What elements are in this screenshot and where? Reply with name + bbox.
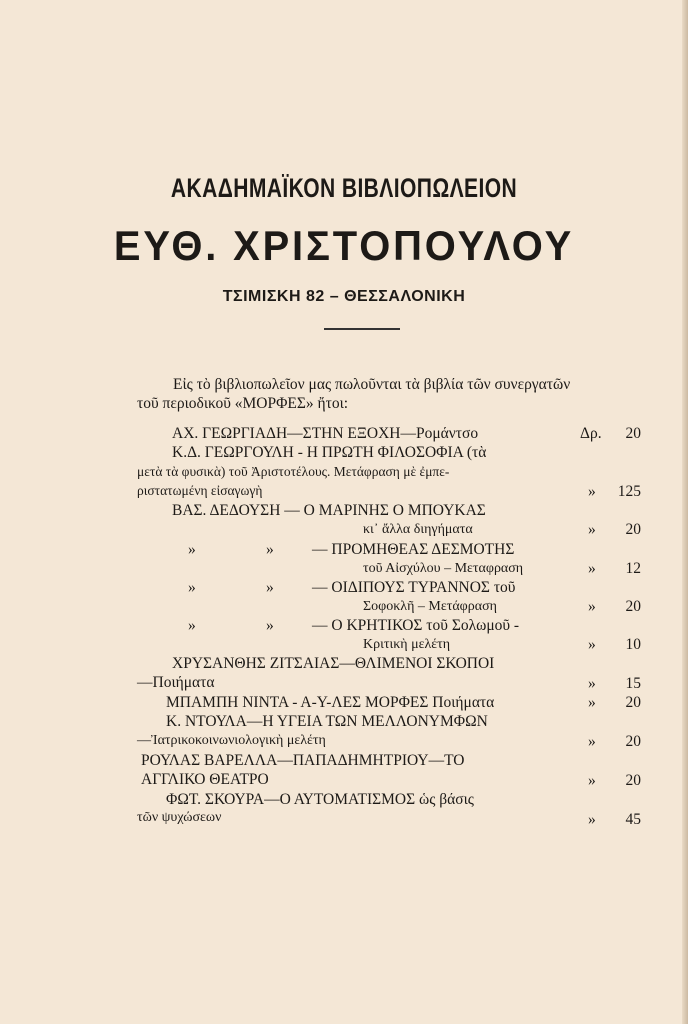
book-title-line: Κ. ΝΤΟΥΛΑ—Η ΥΓΕΙΑ ΤΩΝ ΜΕΛΛΟΝΥΜΦΩΝ [166, 713, 488, 730]
ditto-mark: » [588, 636, 596, 653]
book-title-line: τοῦ Αἰσχύλου – Μεταφραση [363, 561, 524, 576]
ditto-mark: » [188, 541, 196, 558]
book-price: 20 [625, 425, 641, 442]
book-price: 12 [625, 560, 641, 577]
intro-line-1: Εἰς τὸ βιβλιοπωλεῖον μας πωλοῦνται τὰ βιβλία τῶν συνεργατῶν [173, 376, 571, 393]
page-edge [682, 0, 688, 1024]
book-price: 20 [625, 598, 641, 615]
book-title-line: Κριτικὴ μελέτη [363, 637, 451, 652]
ditto-mark: » [188, 617, 196, 634]
book-title-line: ΧΡΥΣΑΝΘΗΣ ΖΙΤΣΑΙΑΣ—ΘΛΙΜΕΝΟΙ ΣΚΟΠΟΙ [172, 655, 495, 672]
intro-line-2: τοῦ περιοδικοῦ «ΜΟΡΦΕΣ» ἤτοι: [137, 395, 349, 412]
ditto-mark: » [588, 694, 596, 711]
ditto-mark: » [188, 579, 196, 596]
book-title-line: ΦΩΤ. ΣΚΟΥΡΑ—Ο ΑΥΤΟΜΑΤΙΣΜΟΣ ὡς βάσις [166, 791, 474, 808]
ditto-mark: » [588, 483, 596, 500]
book-title-line: ΜΠΑΜΠΗ ΝΙΝΤΑ - Α-Υ-ΛΕΣ ΜΟΡΦΕΣ Ποιήματα [166, 694, 495, 711]
ditto-mark: » [588, 560, 596, 577]
book-price: 15 [625, 675, 641, 692]
ditto-mark: » [588, 811, 596, 828]
book-price: 20 [625, 694, 641, 711]
ditto-mark: » [266, 579, 274, 596]
book-price: 20 [625, 521, 641, 538]
book-title-line: — ΠΡΟΜΗΘΕΑΣ ΔΕΣΜΟΤΗΣ [312, 541, 515, 558]
book-title-line: ΑΓΓΛΙΚΟ ΘΕΑΤΡΟ [141, 771, 269, 788]
book-title-line: ΡΟΥΛΑΣ ΒΑΡΕΛΛΑ—ΠΑΠΑΔΗΜΗΤΡΙΟΥ—ΤΟ [141, 752, 465, 769]
book-title-line: — ΟΙΔΙΠΟΥΣ ΤΥΡΑΝΝΟΣ τοῦ [312, 579, 516, 596]
book-title-line: μετὰ τὰ φυσικὰ) τοῦ Ἀριστοτέλους. Μετάφραση μὲ ἐμπε- [137, 464, 450, 479]
book-title-line: τῶν ψυχώσεων [137, 810, 222, 825]
ditto-mark: » [588, 598, 596, 615]
book-title-line: —Ποιήματα [137, 674, 215, 691]
book-title-line: — Ο ΚΡΗΤΙΚΟΣ τοῦ Σολωμοῦ - [312, 617, 520, 634]
book-price: 20 [625, 733, 641, 750]
ditto-mark: » [266, 541, 274, 558]
book-price: 20 [625, 772, 641, 789]
divider-rule [324, 328, 400, 330]
book-price: 10 [625, 636, 641, 653]
book-title-line: ΒΑΣ. ΔΕΔΟΥΣΗ — Ο ΜΑΡΙΝΗΣ Ο ΜΠΟΥΚΑΣ [172, 502, 486, 519]
bookstore-address: ΤΣΙΜΙΣΚΗ 82 – ΘΕΣΣΑΛΟΝΙΚΗ [222, 288, 466, 305]
bookstore-owner-name: ΕΥΘ. ΧΡΙΣΤΟΠΟΥΛΟΥ [113, 222, 575, 269]
ditto-mark: » [588, 675, 596, 692]
book-price: 125 [617, 483, 641, 500]
book-title-line: Σοφοκλῆ – Μετάφραση [363, 599, 497, 614]
book-price: 45 [625, 811, 641, 828]
book-title-line: ριστατωμένη εἰσαγωγὴ [137, 483, 263, 498]
ditto-mark: » [588, 772, 596, 789]
bookstore-label: ΑΚΑΔΗΜΑΪΚΟΝ ΒΙΒΛΙΟΠΩΛΕΙΟΝ [170, 173, 518, 203]
book-title-line: —Ἰατρικοκοινωνιολογικὴ μελέτη [137, 733, 326, 748]
book-title-line: Κ.Δ. ΓΕΩΡΓΟΥΛΗ - Η ΠΡΩΤΗ ΦΙΛΟΣΟΦΙΑ (τὰ [172, 444, 487, 461]
ditto-mark: » [588, 521, 596, 538]
ditto-mark: » [588, 733, 596, 750]
book-title-line: κι᾿ ἄλλα διηγήματα [363, 522, 473, 537]
ditto-mark: » [266, 617, 274, 634]
currency-mark: Δρ. [580, 425, 602, 442]
book-title-line: ΑΧ. ΓΕΩΡΓΙΑΔΗ—ΣΤΗΝ ΕΞΟΧΗ—Ρομάντσο [172, 425, 479, 442]
